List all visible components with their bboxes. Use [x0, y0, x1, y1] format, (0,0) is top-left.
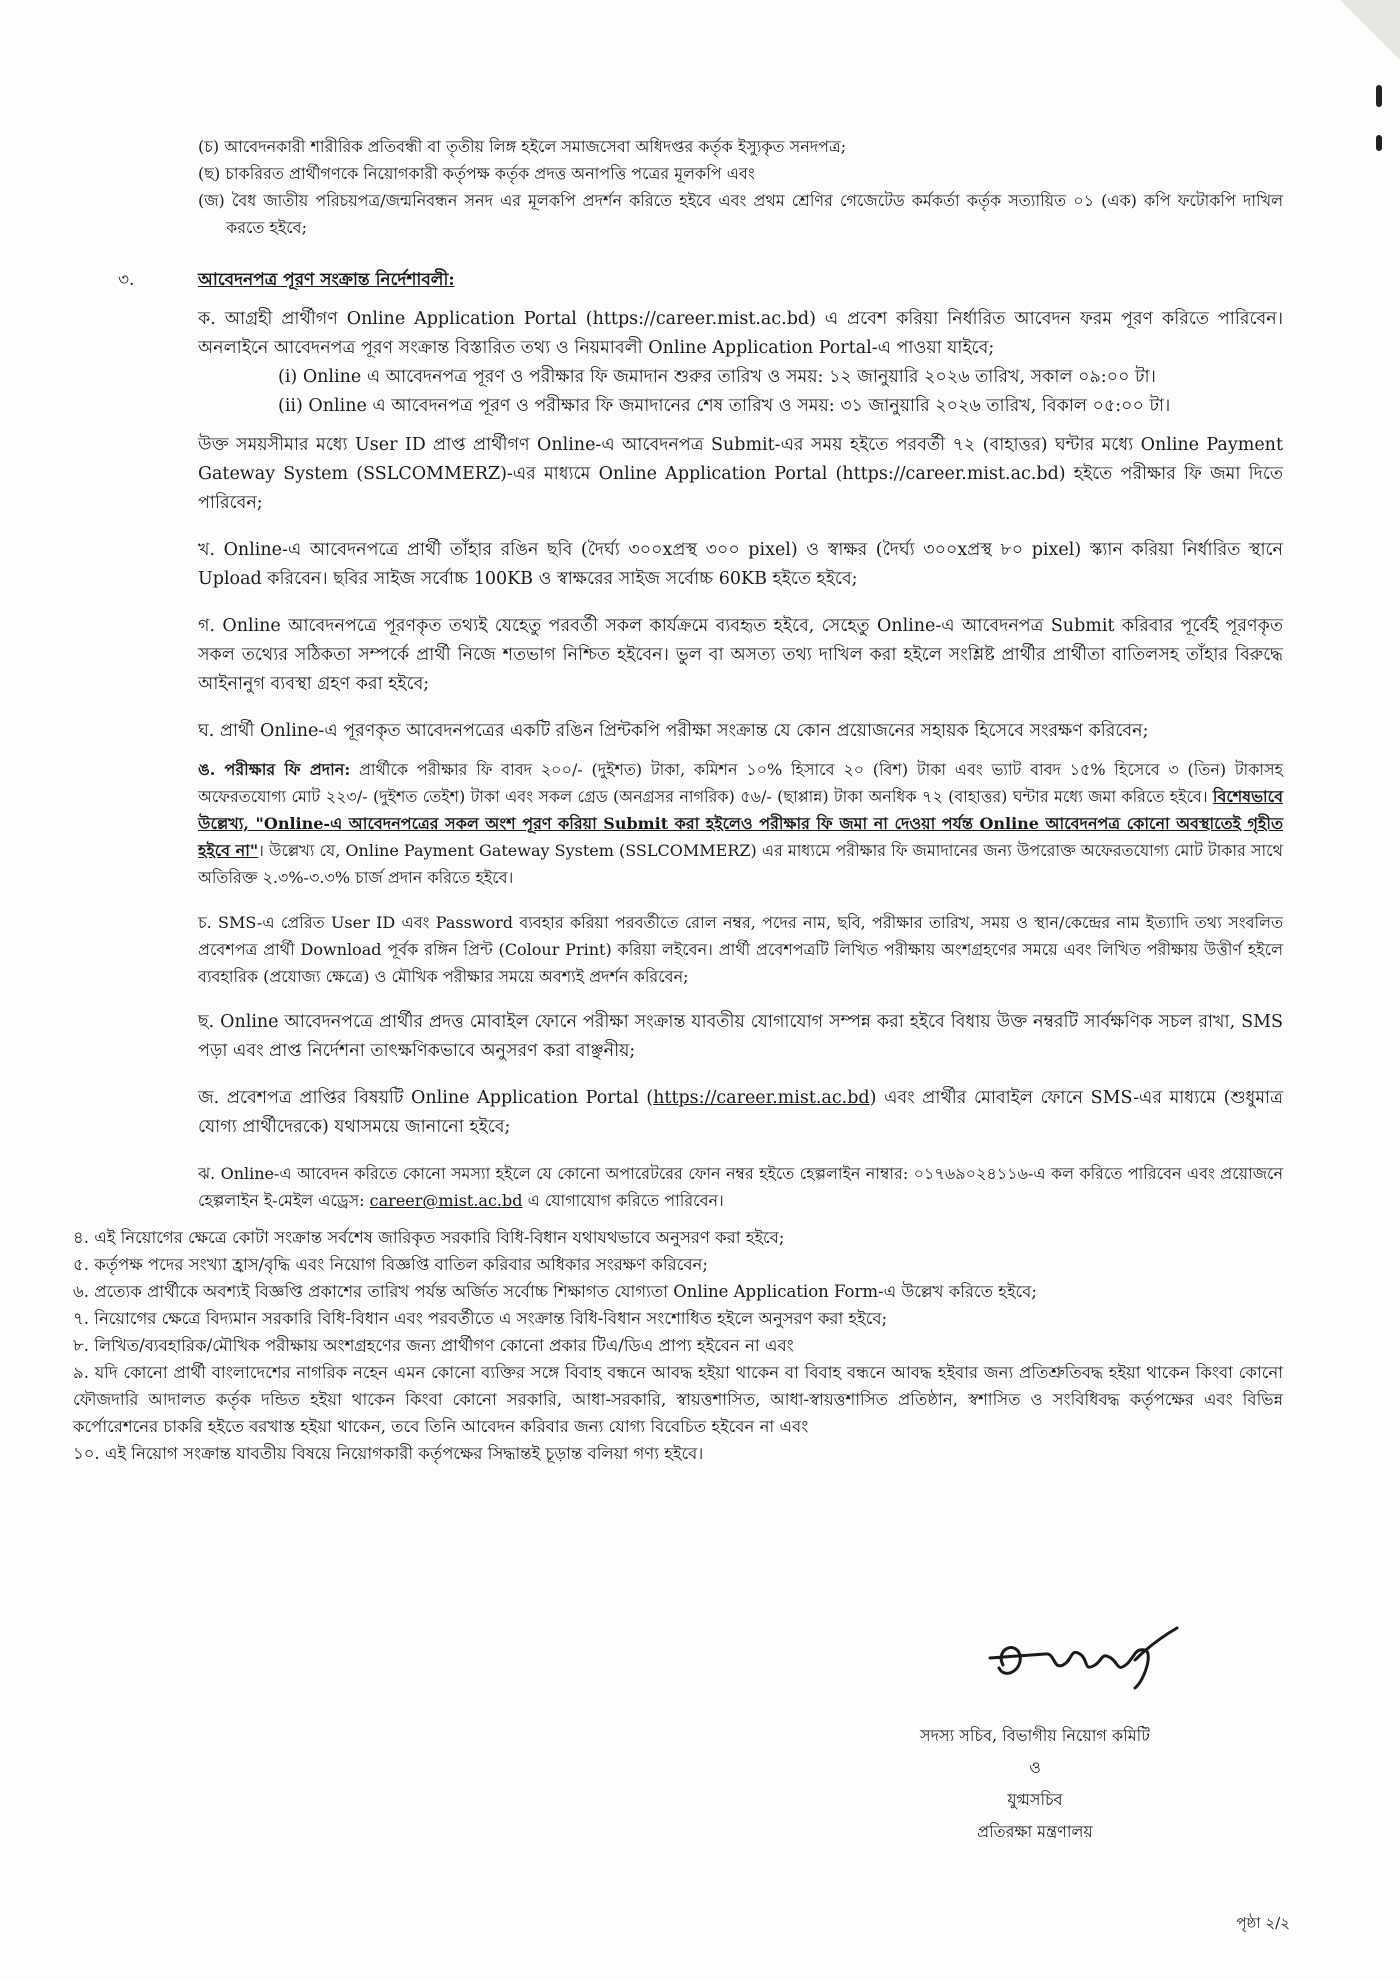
instruction-ja: [198, 1084, 1283, 1142]
clause-4: ৪. এই নিয়োগের ক্ষেত্রে কোটা সংক্রান্ত সর্বশেষ জারিকৃত সরকারি বিধি-বিধান যথাযথভাবে অনুসরণ করা হইবে;: [73, 1228, 785, 1247]
item-cha: (চ) আবেদনকারী শারীরিক প্রতিবন্ধী বা তৃতীয় লিঙ্গ হইলে সমাজসেবা অধিদপ্তর কর্তৃক ইস্যুকৃত সনদপত্র;: [198, 137, 847, 156]
instruction-chha: ছ. Online আবেদনপত্রে প্রার্থীর প্রদত্ত মোবাইল ফোনে পরীক্ষা সংক্রান্ত যাবতীয় যোগাযোগ সম্পন্ন করা হইবে বিধায় উক্ত নম্বরটি সার্বক্ষণিক সচল রাখা, SMS পড়া এবং প্রাপ্ত নির্দেশনা তাৎক্ষণিকভাবে অনুসরণ করা বাঞ্ছনীয়;: [198, 1012, 1283, 1061]
fee-text: প্রার্থীকে পরীক্ষার ফি বাবদ ২০০/- (দুইশত) টাকা, কমিশন ১০% হিসাবে ২০ (বিশ) টাকা এবং ভ্যাট বাবদ ১৫% হিসেবে ৩ (তিন) টাকাসহ অফেরতযোগ্য মোট ২২৩/- (দুইশত তেইশ) টাকা এবং সকল গ্রেড (অনগ্রসর নাগরিক) ৫৬/- (ছাপ্পান্ন) টাকা অনধিক ৭২ (বাহাত্তর) ঘন্টার মধ্যে জমা করিতে হইবে।: [198, 760, 1284, 806]
fee-emphasis: বিশেষভাবে উল্লেখ্য, "Online-এ আবেদনপত্রের সকল অংশ পূরণ করিয়া Submit করা হইলেও পরীক্ষার ফি জমা না দেওয়া পর্যন্ত Online আবেদনপত্র কোনো অবস্থাতেই গৃহীত হইবে না": [198, 787, 1283, 860]
section-heading: আবেদনপত্র পূরণ সংক্রান্ত নির্দেশাবলী:: [198, 270, 455, 290]
ja-text: জ. প্রবেশপত্র প্রাপ্তির বিষয়টি Online Application Portal (: [198, 1088, 654, 1108]
handwritten-signature: [985, 1610, 1185, 1700]
instruction-ga: গ. Online আবেদনপত্রে পূরণকৃত তথ্যই যেহেতু পরবর্তী সকল কার্যক্রমে ব্যবহৃত হইবে, সেহেতু Online-এ আবেদনপত্র Submit করিবার পূর্বেই পূরণকৃত সকল তথ্যের সঠিকতা সম্পর্কে প্রার্থী নিজে শতভাগ নিশ্চিত হইবেন। ভুল বা অসত্য তথ্য দাখিল করা হইলে সংশ্লিষ্ট প্রার্থীর প্রার্থীতা বাতিলসহ তাঁহার বিরুদ্ধে আইনানুগ ব্যবস্থা গ্রহণ করা হইবে;: [198, 616, 1283, 694]
document-body: [73, 133, 1284, 1467]
edge-mark: [1376, 135, 1382, 151]
instruction-cha: চ. SMS-এ প্রেরিত User ID এবং Password ব্যবহার করিয়া পরবর্তীতে রোল নম্বর, পদের নাম, ছবি, পরীক্ষার তারিখ, সময় ও স্থান/কেন্দ্রের নাম ইত্যাদি তথ্য সংবলিত প্রবেশপত্র প্রার্থী Download পূর্বক রঙ্গিন প্রিন্ট (Colour Print) করিয়া লইবেন। প্রার্থী প্রবেশপত্রটি লিখিত পরীক্ষায় অংশগ্রহণের সময়ে এবং লিখিত পরীক্ষায় উত্তীর্ণ হইলে ব্যবহারিক (প্রযোজ্য ক্ষেত্রে) ও মৌখিক পরীক্ষার সময়ে অবশ্যই প্রদর্শন করিবেন;: [198, 913, 1283, 986]
clause-5: ৫. কর্তৃপক্ষ পদের সংখ্যা হ্রাস/বৃদ্ধি এবং নিয়োগ বিজ্ঞপ্তি বাতিল করিবার অধিকার সংরক্ষণ করিবেন;: [73, 1255, 708, 1274]
signatory-rank: যুগ্মসচিব: [1007, 1790, 1063, 1809]
edge-mark: [1376, 85, 1382, 107]
signatory-and: ও: [1029, 1758, 1041, 1777]
item-ja: (জ) বৈধ জাতীয় পরিচয়পত্র/জন্মনিবন্ধন সনদ এর মূলকপি প্রদর্শন করিতে হইবে এবং প্রথম শ্রেণির গেজেটেড কর্মকর্তা কর্তৃক সত্যায়িত ০১ (এক) কপি ফটোকপি দাখিল করতে হইবে;: [198, 191, 1283, 237]
instruction-kha: খ. Online-এ আবেদনপত্রে প্রার্থী তাঁহার রঙিন ছবি (দৈর্ঘ্য ৩০০xপ্রস্থ ৩০০ pixel) ও স্বাক্ষর (দৈর্ঘ্য ৩০০xপ্রস্থ ৮০ pixel) স্ক্যান করিয়া নির্ধারিত স্থানে Upload করিবেন। ছবির সাইজ সর্বোচ্চ 100KB ও স্বাক্ষরের সাইজ সর্বোচ্চ 60KB হইতে হইবে;: [198, 540, 1283, 589]
signatory-ministry: প্রতিরক্ষা মন্ত্রণালয়: [977, 1822, 1093, 1841]
fee-label: ঙ. পরীক্ষার ফি প্রদান:: [198, 760, 351, 779]
clause-6: ৬. প্রত্যেক প্রার্থীকে অবশ্যই বিজ্ঞপ্তি প্রকাশের তারিখ পর্যন্ত অর্জিত সর্বোচ্চ শিক্ষাগত যোগ্যতা Online Application Form-এ উল্লেখ করিতে হইবে;: [73, 1282, 1037, 1301]
clause-7: ৭. নিয়োগের ক্ষেত্রে বিদ্যমান সরকারি বিধি-বিধান এবং পরবর্তীতে এ সংক্রান্ত বিধি-বিধান সংশোধিত হইলে অনুসরণ করা হইবে;: [73, 1309, 888, 1328]
clause-8: ৮. লিখিত/ব্যবহারিক/মৌখিক পরীক্ষায় অংশগ্রহণের জন্য প্রার্থীগণ কোনো প্রকার টিএ/ডিএ প্রাপ্য হইবেন না এবং: [73, 1336, 794, 1355]
clause-9: ৯. যদি কোনো প্রার্থী বাংলাদেশের নাগরিক নহেন এমন কোনো ব্যক্তির সঙ্গে বিবাহ বন্ধনে আবদ্ধ হইয়া থাকেন বা বিবাহ বন্ধনে আবদ্ধ হইবার জন্য প্রতিশ্রুতিবদ্ধ হইয়া থাকেন কিংবা কোনো ফৌজদারি আদালত কর্তৃক দন্ডিত হইয়া থাকেন কিংবা কোনো সরকারি, আধা-সরকারি, স্বায়ত্তশাসিত, আধা-স্বায়ত্তশাসিত প্রতিষ্ঠান, স্বশাসিত ও সংবিধিবদ্ধ কর্তৃপক্ষের এবং বিভিন্ন কর্পোরেশনের চাকরি হইতে বরখাস্ত হইয়া থাকেন, তবে তিনি আবেদন করিবার জন্য যোগ্য বিবেচিত হইবেন না এবং: [73, 1363, 1283, 1436]
instruction-jha: [198, 1160, 1283, 1214]
section-number: ৩.: [118, 270, 135, 290]
signature-block: [870, 1720, 1200, 1848]
jha-text-2: এ যোগাযোগ করিতে পারিবেন।: [522, 1191, 724, 1210]
fee-text-2: । উল্লেখ্য যে, Online Payment Gateway System (SSLCOMMERZ) এর মাধ্যমে পরীক্ষার ফি জমাদানের জন্য উপরোক্ত অফেরতযোগ্য মোট টাকার সাথে অতিরিক্ত ২.৩%-৩.৩% চার্জ প্রদান করিতে হইবে।: [198, 841, 1283, 887]
section-3-heading-row: [118, 267, 1283, 295]
instruction-ka: ক. আগ্রহী প্রার্থীগণ Online Application Portal (https://career.mist.ac.bd) এ প্রবেশ করিয়া নির্ধারিত আবেদন ফরম পূরণ করিতে পারিবেন। অনলাইনে আবেদনপত্র পূরণ সংক্রান্ত বিস্তারিত তথ্য ও নিয়মাবলী Online Application Portal-এ পাওয়া যাইবে;: [198, 309, 1283, 358]
instruction-gha: ঘ. প্রার্থী Online-এ পূরণকৃত আবেদনপত্রের একটি রঙিন প্রিন্টকপি পরীক্ষা সংক্রান্ত যে কোন প্রয়োজনের সহায়ক হিসেবে সংরক্ষণ করিবেন;: [198, 721, 1149, 741]
clause-10: ১০. এই নিয়োগ সংক্রান্ত যাবতীয় বিষয়ে নিয়োগকারী কর্তৃপক্ষের সিদ্ধান্তই চূড়ান্ত বলিয়া গণ্য হইবে।: [73, 1444, 704, 1463]
instruction-ka-i: (i) Online এ আবেদনপত্র পূরণ ও পরীক্ষার ফি জমাদান শুরুর তারিখ ও সময়: ১২ জানুয়ারি ২০২৬ তারিখ, সকাল ০৯:০০ টা।: [278, 367, 1156, 387]
email-link[interactable]: career@mist.ac.bd: [369, 1191, 523, 1210]
ja-text-2: ) এবং প্রার্থীর মোবাইল ফোনে SMS-এর মাধ্যমে (শুধুমাত্র যোগ্য প্রার্থীদেরকে) যথাসময়ে জানানো হইবে;: [198, 1088, 1283, 1137]
instruction-ka-ii: (ii) Online এ আবেদনপত্র পূরণ ও পরীক্ষার ফি জমাদানের শেষ তারিখ ও সময়: ৩১ জানুয়ারি ২০২৬ তারিখ, বিকাল ০৫:০০ টা।: [278, 396, 1171, 416]
instruction-uma: [198, 756, 1283, 891]
portal-link[interactable]: https://career.mist.ac.bd: [653, 1088, 870, 1108]
page-number: পৃষ্ঠা ২/২: [1236, 1914, 1290, 1932]
instruction-ka-after: উক্ত সময়সীমার মধ্যে User ID প্রাপ্ত প্রার্থীগণ Online-এ আবেদনপত্র Submit-এর সময় হইতে পরবর্তী ৭২ (বাহাত্তর) ঘন্টার মধ্যে Online Payment Gateway System (SSLCOMMERZ)-এর মাধ্যমে Online Application Portal (https://career.mist.ac.bd) হইতে পরীক্ষার ফি জমা দিতে পারিবেন;: [198, 435, 1283, 513]
jha-text: ঝ. Online-এ আবেদন করিতে কোনো সমস্যা হইলে যে কোনো অপারেটরের ফোন নম্বর হইতে হেল্পলাইন নাম্বার: ০১৭৬৯০২৪১১৬-এ কল করিতে পারিবেন এবং প্রয়োজনে হেল্পলাইন ই-মেইল এড্রেস:: [198, 1164, 1283, 1210]
item-chha: (ছ) চাকরিরত প্রার্থীগণকে নিয়োগকারী কর্তৃপক্ষ কর্তৃক প্রদত্ত অনাপত্তি পত্রের মূলকপি এবং: [198, 164, 755, 183]
page-corner: [1340, 0, 1400, 60]
signatory-title: সদস্য সচিব, বিভাগীয় নিয়োগ কমিটি: [920, 1726, 1150, 1745]
